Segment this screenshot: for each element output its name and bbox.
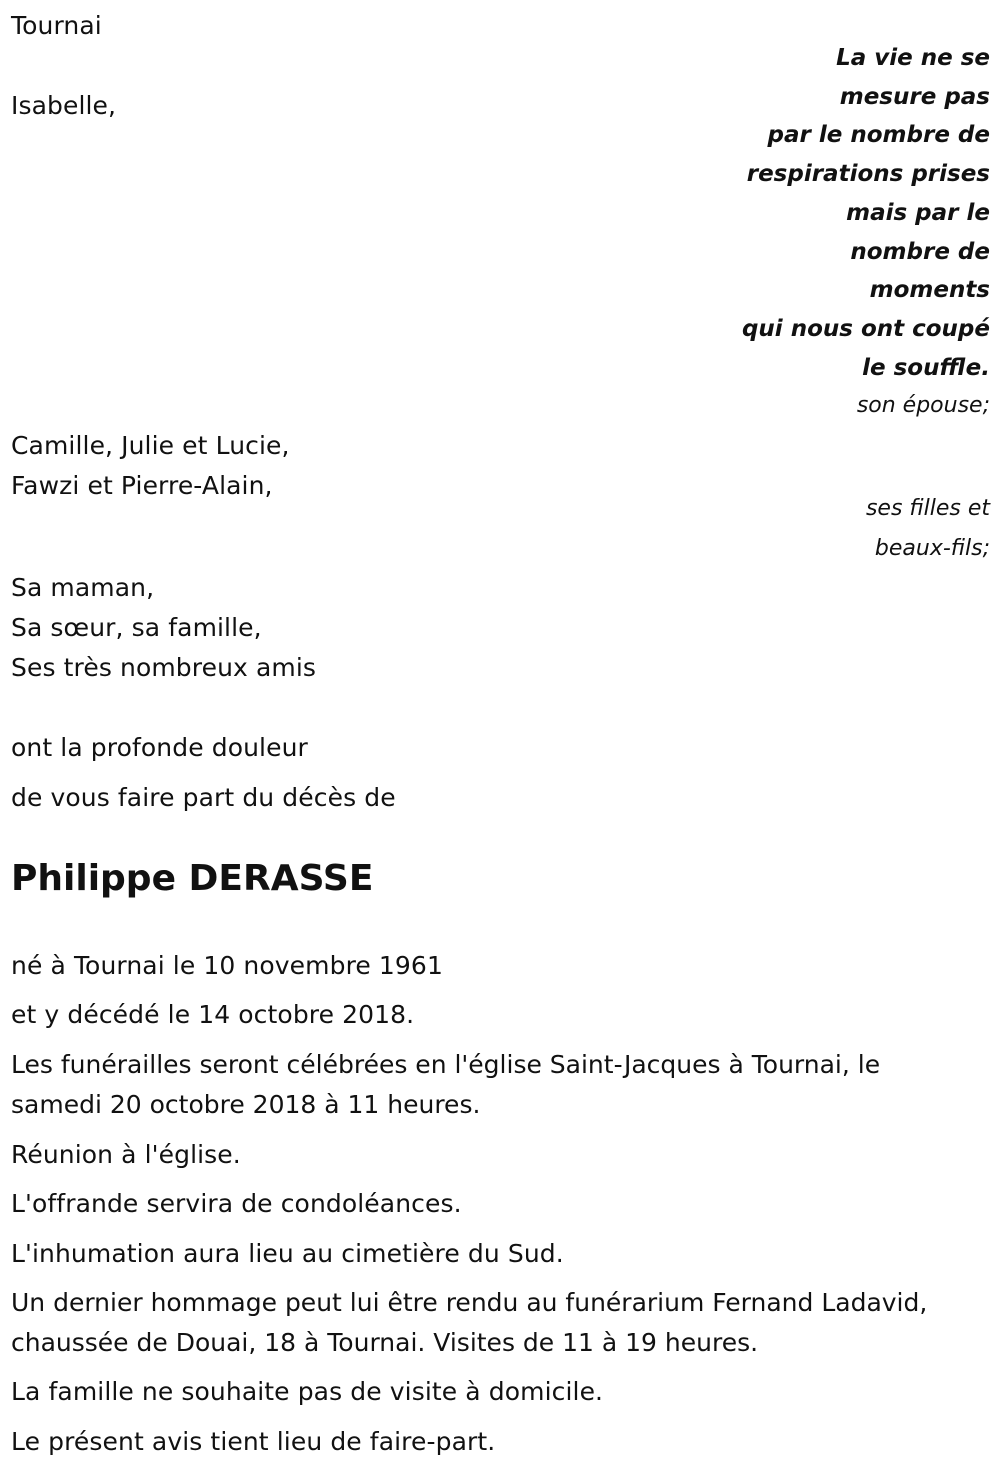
city-heading: Tournai xyxy=(11,11,102,40)
spouse-name: Isabelle, xyxy=(11,91,117,120)
meeting-info: Réunion à l'église. xyxy=(11,1140,241,1169)
daughters-names: Camille, Julie et Lucie, xyxy=(11,431,290,460)
quote-line: La vie ne se xyxy=(836,45,990,71)
deceased-name: Philippe DERASSE xyxy=(11,858,374,899)
quote-line: qui nous ont coupé xyxy=(741,315,990,342)
quote-line: le souffle. xyxy=(862,354,990,381)
children-role-line-1: ses filles et xyxy=(865,496,990,521)
quote-block xyxy=(742,39,990,387)
spouse-role: son épouse; xyxy=(856,393,990,418)
sons-in-law-names: Fawzi et Pierre-Alain, xyxy=(11,471,273,500)
quote-line: mesure pas xyxy=(839,83,990,110)
no-home-visit-info: La famille ne souhaite pas de visite à domicile. xyxy=(11,1377,604,1406)
quote-line: mais par le xyxy=(846,199,990,226)
announcement-line-1: ont la profonde douleur xyxy=(11,733,308,762)
friends-line: Ses très nombreux amis xyxy=(11,653,317,682)
quote-line: par le nombre de xyxy=(767,122,990,149)
tribute-info: Un dernier hommage peut lui être rendu au funérarium Fernand Ladavid, chaussée de Douai, 18 à Tournai. Visites de 11 à 19 heures. xyxy=(11,1288,928,1357)
notice-info: Le présent avis tient lieu de faire-part. xyxy=(11,1427,496,1456)
mother-line: Sa maman, xyxy=(11,573,155,602)
announcement-line-2: de vous faire part du décès de xyxy=(11,783,396,812)
quote-line: nombre de xyxy=(850,238,990,265)
quote-line: moments xyxy=(869,277,990,304)
burial-info: L'inhumation aura lieu au cimetière du Sud. xyxy=(11,1239,564,1268)
birth-info: né à Tournai le 10 novembre 1961 xyxy=(11,951,443,980)
death-info: et y décédé le 14 octobre 2018. xyxy=(11,1000,415,1029)
offering-info: L'offrande servira de condoléances. xyxy=(11,1189,462,1218)
funeral-info: Les funérailles seront célébrées en l'église Saint-Jacques à Tournai, le samedi 20 octobre 2018 à 11 heures. xyxy=(11,1050,881,1119)
quote-line: respirations prises xyxy=(746,161,990,188)
children-role-line-2: beaux-fils; xyxy=(874,536,990,561)
sister-line: Sa sœur, sa famille, xyxy=(11,613,262,642)
